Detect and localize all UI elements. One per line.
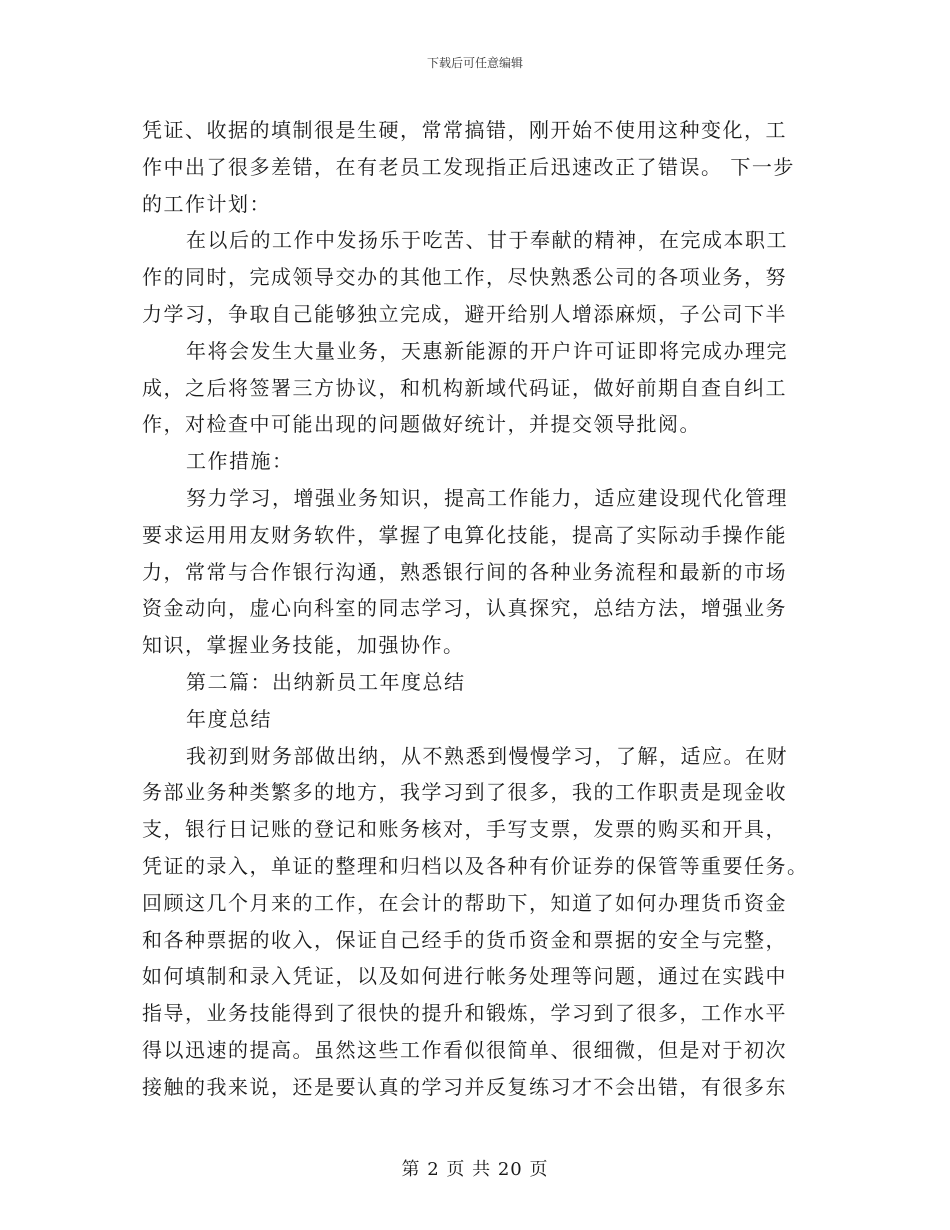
body-text-line: 工作措施： xyxy=(186,449,294,474)
body-text-line: 年将会发生大量业务，天惠新能源的开户许可证即将完成办理完 xyxy=(186,338,788,363)
body-text-line: 成，之后将签署三方协议，和机构新域代码证，做好前期自查自纠工 xyxy=(142,375,787,400)
body-text-line: 努力学习，增强业务知识，提高工作能力，适应建设现代化管理 xyxy=(186,485,788,510)
body-text-line: 回顾这几个月来的工作，在会计的帮助下，知道了如何办理货币资金 xyxy=(142,890,787,915)
body-text-line: 要求运用用友财务软件，掌握了电算化技能，提高了实际动手操作能 xyxy=(142,522,787,547)
body-text-line: 支，银行日记账的登记和账务核对，手写支票，发票的购买和开具， xyxy=(142,817,787,842)
body-text-line: 资金动向，虚心向科室的同志学习，认真探究，总结方法，增强业务 xyxy=(142,596,787,621)
page-number-footer: 第 2 页 共 20 页 xyxy=(401,1159,549,1180)
body-text-line: 的工作计划： xyxy=(142,191,271,216)
body-text-line: 作，对检查中可能出现的问题做好统计，并提交领导批阅。 xyxy=(142,412,701,437)
body-text-line: 务部业务种类繁多的地方，我学习到了很多，我的工作职责是现金收 xyxy=(142,780,787,805)
body-text-line: 作的同时，完成领导交办的其他工作，尽快熟悉公司的各项业务，努 xyxy=(142,265,787,290)
document-body xyxy=(142,112,812,1106)
body-text-line: 得以迅速的提高。虽然这些工作看似很简单、很细微，但是对于初次 xyxy=(142,1037,787,1062)
page-header: 下载后可任意编辑 xyxy=(426,56,523,70)
body-text-line: 如何填制和录入凭证，以及如何进行帐务处理等问题，通过在实践中 xyxy=(142,964,787,989)
body-text-line: 凭证、收据的填制很是生硬，常常搞错，刚开始不使用这种变化，工 xyxy=(142,118,787,142)
body-text-line: 知识，掌握业务技能，加强协作。 xyxy=(142,633,465,658)
body-text-line: 接触的我来说，还是要认真的学习并反复练习才不会出错，有很多东 xyxy=(142,1074,787,1099)
body-text-line: 和各种票据的收入，保证自己经手的货币资金和票据的安全与完整， xyxy=(142,927,787,952)
body-text-line: 凭证的录入，单证的整理和归档以及各种有价证券的保管等重要任务。 xyxy=(142,853,809,878)
body-text-line: 作中出了很多差错，在有老员工发现指正后迅速改正了错误。 下一步 xyxy=(142,154,795,179)
body-text-line: 力学习，争取自己能够独立完成，避开给别人增添麻烦，子公司下半 xyxy=(142,301,787,326)
body-text-line: 在以后的工作中发扬乐于吃苦、甘于奉献的精神，在完成本职工 xyxy=(186,228,788,253)
body-text-line: 第二篇：出纳新员工年度总结 xyxy=(186,669,466,694)
body-text-line: 年度总结 xyxy=(186,706,272,731)
body-text-line: 指导，业务技能得到了很快的提升和锻炼，学习到了很多，工作水平 xyxy=(142,1001,787,1026)
body-text-line: 我初到财务部做出纳，从不熟悉到慢慢学习，了解，适应。在财 xyxy=(186,743,788,768)
body-text-line: 力，常常与合作银行沟通，熟悉银行间的各种业务流程和最新的市场 xyxy=(142,559,787,584)
